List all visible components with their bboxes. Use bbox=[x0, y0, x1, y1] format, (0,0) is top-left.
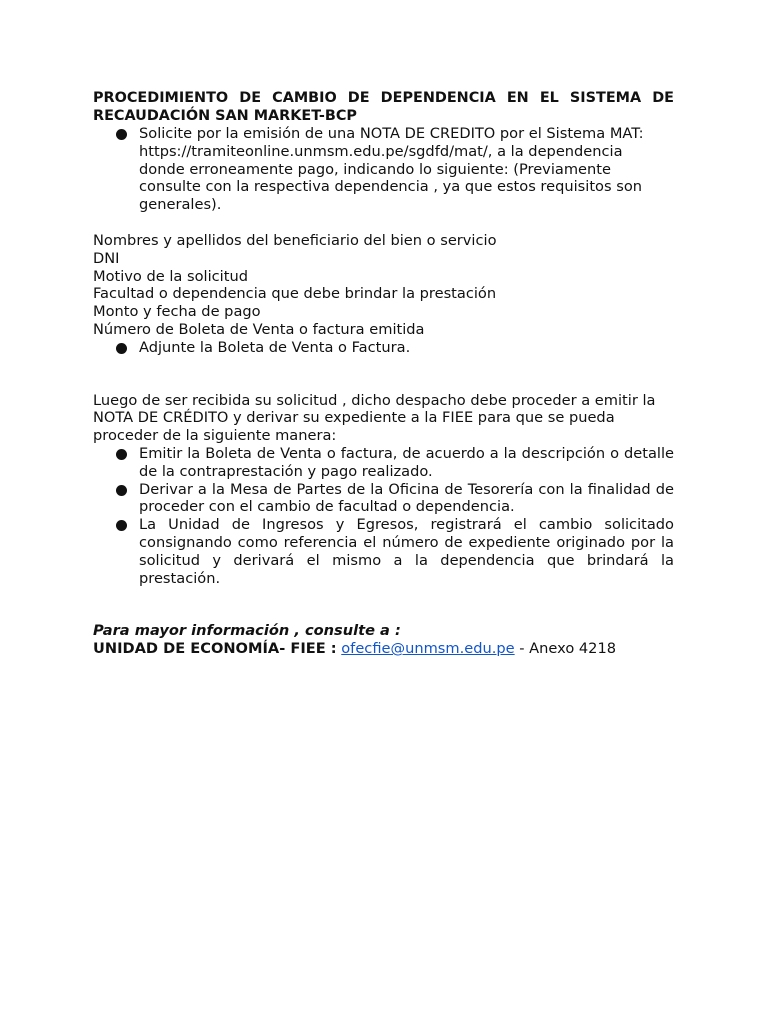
process-step-text: Emitir la Boleta de Venta o factura, de acuerdo a la descripción o detalle de la contraprestación y pago realizado. bbox=[139, 444, 674, 480]
process-step-text: Derivar a la Mesa de Partes de la Oficina de Tesorería con la finalidad de proceder con el cambio de facultad o dependencia. bbox=[139, 480, 674, 516]
contact-extension: - Anexo 4218 bbox=[514, 640, 617, 658]
process-step-text: La Unidad de Ingresos y Egresos, registrará el cambio solicitado consignando como referencia el número de expediente originado por la solicitud y derivará el mismo a la dependencia que brindará la prestación. bbox=[139, 516, 674, 587]
bullet-icon bbox=[116, 520, 127, 531]
document-page bbox=[93, 89, 674, 658]
bullet-icon bbox=[116, 129, 127, 140]
required-field: DNI bbox=[93, 249, 120, 267]
list-item bbox=[93, 125, 674, 214]
contact-unit: UNIDAD DE ECONOMÍA- FIEE : bbox=[93, 640, 337, 658]
required-field: Facultad o dependencia que debe brindar la prestación bbox=[93, 285, 497, 303]
required-field: Monto y fecha de pago bbox=[93, 303, 261, 321]
list-item bbox=[93, 445, 674, 481]
required-field: Número de Boleta de Venta o factura emitida bbox=[93, 320, 425, 338]
process-steps-list bbox=[93, 445, 674, 587]
contact-email-link[interactable]: ofecfie@unmsm.edu.pe bbox=[341, 640, 515, 658]
contact-line bbox=[93, 640, 674, 658]
bullet-icon bbox=[116, 449, 127, 460]
required-field: Nombres y apellidos del beneficiario del bien o servicio bbox=[93, 231, 497, 249]
contact-heading: Para mayor información , consulte a : bbox=[93, 622, 401, 640]
step-request-text: Solicite por la emisión de una NOTA DE CREDITO por el Sistema MAT: https://tramiteonline.unmsm.edu.pe/sgdfd/mat/, a la dependencia donde erroneamente pago, indicando lo siguiente: (Previamente consulte con la respectiva dependencia , ya que estos requisitos son generales). bbox=[139, 125, 644, 214]
step-list-attach bbox=[93, 339, 674, 357]
document-title: PROCEDIMIENTO DE CAMBIO DE DEPENDENCIA EN EL SISTEMA DE RECAUDACIÓN SAN MARKET-BCP bbox=[93, 90, 674, 124]
list-item bbox=[93, 339, 674, 357]
process-intro-paragraph: Luego de ser recibida su solicitud , dicho despacho debe proceder a emitir la NOTA DE CRÉDITO y derivar su expediente a la FIEE para que se pueda proceder de la siguiente manera: bbox=[93, 391, 656, 445]
bullet-icon bbox=[116, 485, 127, 496]
list-item bbox=[93, 516, 674, 587]
required-field: Motivo de la solicitud bbox=[93, 267, 248, 285]
contact-info bbox=[93, 622, 674, 658]
step-list-request bbox=[93, 125, 674, 214]
step-attach-text: Adjunte la Boleta de Venta o Factura. bbox=[139, 338, 411, 356]
list-item bbox=[93, 481, 674, 517]
required-fields-list bbox=[93, 232, 674, 339]
bullet-icon bbox=[116, 343, 127, 354]
